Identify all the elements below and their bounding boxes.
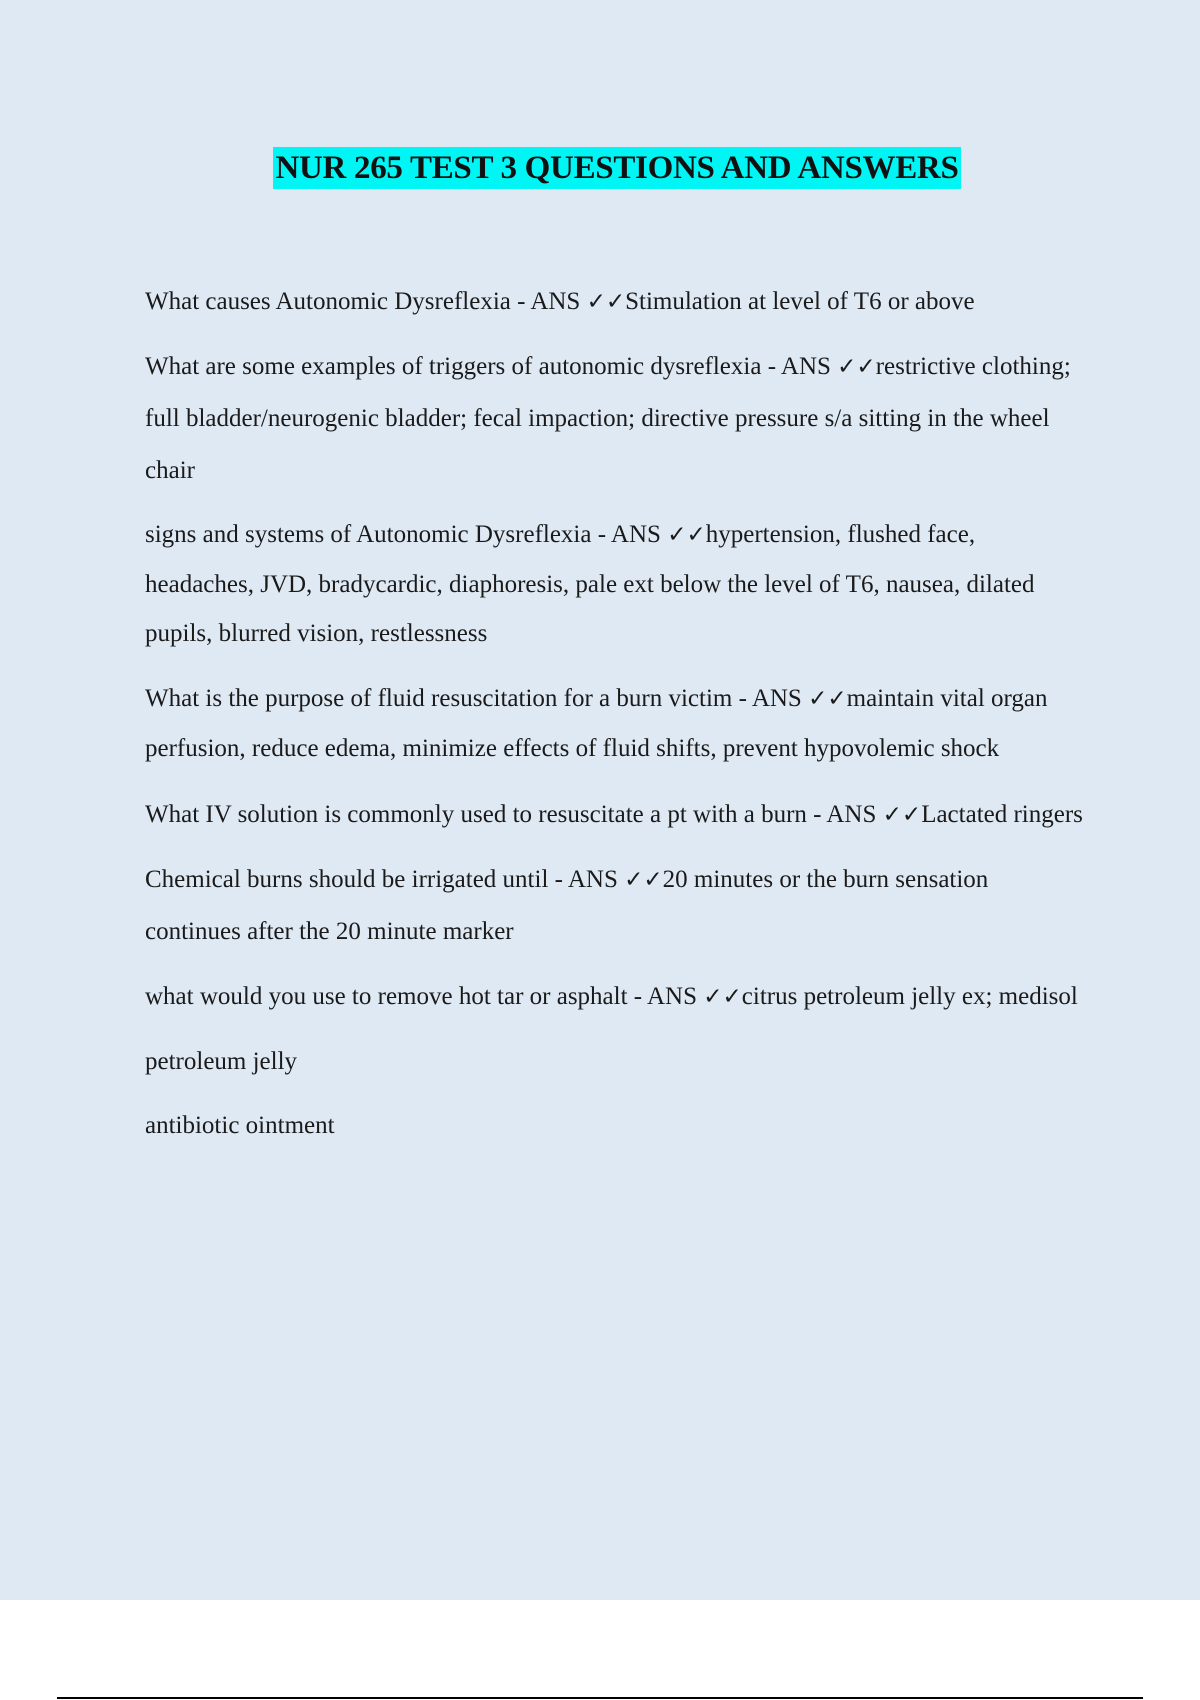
extra-line: petroleum jelly	[145, 1048, 298, 1075]
qa-item	[145, 510, 1085, 658]
qa-item	[145, 854, 1085, 958]
double-check-icon: ✓✓	[667, 522, 706, 548]
answer-marker: ANS	[530, 288, 581, 315]
document-title: NUR 265 TEST 3 QUESTIONS AND ANSWERS	[273, 147, 960, 189]
qa-item	[145, 276, 1085, 328]
answer-text: maintain vital organ perfusion, reduce edema, minimize effects of fluid shifts, prevent hypovolemic shock	[145, 685, 1048, 762]
answer-marker: ANS	[751, 685, 802, 712]
question-text: What are some examples of triggers of autonomic dysreflexia -	[145, 353, 781, 380]
qa-list	[145, 276, 1085, 1164]
double-check-icon: ✓✓	[837, 354, 876, 380]
title-container	[0, 147, 1200, 189]
double-check-icon: ✓✓	[624, 867, 663, 893]
double-check-icon: ✓✓	[882, 802, 922, 828]
extra-line: antibiotic ointment	[145, 1112, 335, 1139]
answer-marker: ANS	[826, 801, 877, 828]
footer-divider	[57, 1697, 1143, 1699]
qa-item	[145, 789, 1085, 841]
qa-item	[145, 341, 1085, 497]
double-check-icon: ✓✓	[808, 686, 847, 712]
question-text: What IV solution is commonly used to resuscitate a pt with a burn -	[145, 801, 827, 828]
question-text: Chemical burns should be irrigated until -	[145, 866, 568, 893]
double-check-icon: ✓✓	[586, 289, 626, 315]
answer-text: Lactated ringers	[921, 801, 1083, 828]
answer-text: Stimulation at level of T6 or above	[625, 288, 975, 315]
answer-text: hypertension, flushed face, headaches, JVD, bradycardic, diaphoresis, pale ext below the level of T6, nausea, dilated pupils, blurred vision, restlessness	[145, 521, 1035, 647]
answer-text: restrictive clothing; full bladder/neurogenic bladder; fecal impaction; directive pressure s/a sitting in the wheel chair	[145, 353, 1071, 484]
question-text: what would you use to remove hot tar or asphalt -	[145, 983, 647, 1010]
answer-marker: ANS	[646, 983, 697, 1010]
qa-item	[145, 674, 1085, 773]
question-text: What causes Autonomic Dysreflexia -	[145, 288, 531, 315]
answer-text: citrus petroleum jelly ex; medisol	[741, 983, 1078, 1010]
double-check-icon: ✓✓	[703, 984, 742, 1010]
answer-marker: ANS	[567, 866, 618, 893]
question-text: What is the purpose of fluid resuscitation for a burn victim -	[145, 685, 752, 712]
question-text: signs and systems of Autonomic Dysreflexia -	[145, 521, 611, 548]
answer-marker: ANS	[780, 353, 831, 380]
answer-text: 20 minutes or the burn sensation continues after the 20 minute marker	[145, 866, 989, 945]
answer-marker: ANS	[610, 521, 661, 548]
qa-item	[145, 971, 1085, 1023]
